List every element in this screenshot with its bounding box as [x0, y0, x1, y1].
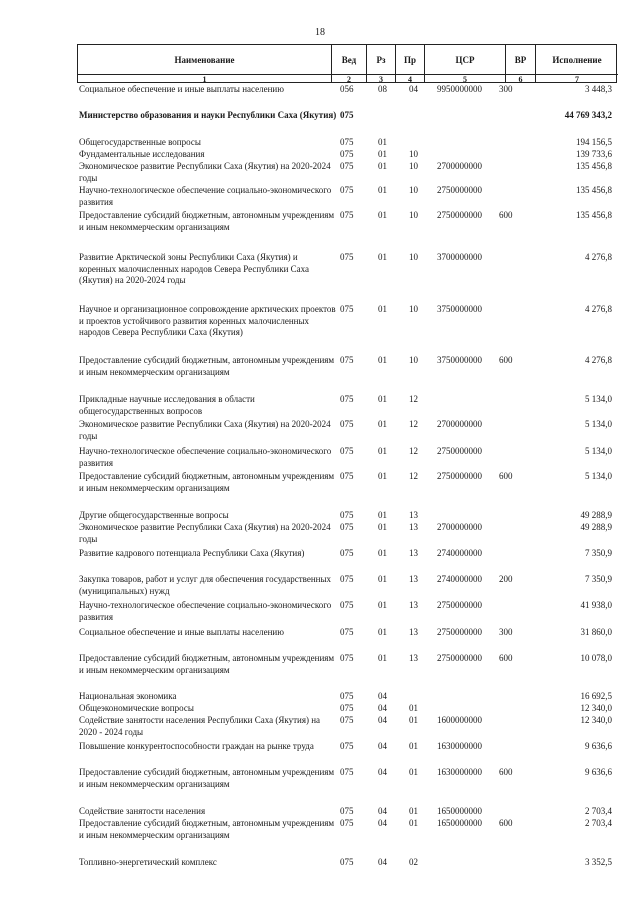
- cell-name: Фундаментальные исследования: [79, 149, 205, 159]
- header-number: 7: [536, 74, 618, 84]
- cell-name: Министерство образования и науки Республики Саха (Якутия): [79, 110, 337, 120]
- cell-pr: 10: [409, 355, 418, 365]
- cell-ved: 075: [340, 185, 354, 195]
- cell-csr: 2750000000: [437, 600, 482, 610]
- cell-pr: 02: [409, 857, 418, 867]
- cell-ved: 075: [340, 137, 354, 147]
- cell-val: 12 340,0: [580, 703, 612, 713]
- cell-pr: 01: [409, 818, 418, 828]
- cell-val: 12 340,0: [580, 715, 612, 725]
- cell-pr: 13: [409, 627, 418, 637]
- cell-ved: 075: [340, 600, 354, 610]
- cell-val: 5 134,0: [585, 394, 612, 404]
- cell-val: 4 276,8: [585, 304, 612, 314]
- cell-ved: 075: [340, 304, 354, 314]
- cell-ved: 075: [340, 161, 354, 171]
- header-number: 1: [78, 74, 331, 84]
- cell-val: 9 636,6: [585, 767, 612, 777]
- cell-pr: 12: [409, 446, 418, 456]
- cell-rz: 01: [378, 394, 387, 404]
- header-label: Исполнение: [552, 54, 602, 65]
- header-label: Пр: [403, 54, 416, 65]
- header-cell-name: [78, 45, 332, 82]
- cell-val: 41 938,0: [580, 600, 612, 610]
- cell-csr: 2750000000: [437, 471, 482, 481]
- header-label: Рз: [376, 54, 386, 65]
- cell-csr: 3750000000: [437, 355, 482, 365]
- cell-csr: 1600000000: [437, 715, 482, 725]
- cell-vr: 300: [499, 84, 513, 94]
- cell-csr: 2700000000: [437, 522, 482, 532]
- cell-pr: 01: [409, 806, 418, 816]
- cell-ved: 056: [340, 84, 354, 94]
- cell-pr: 01: [409, 715, 418, 725]
- cell-name: Национальная экономика: [79, 691, 177, 701]
- cell-val: 31 860,0: [580, 627, 612, 637]
- cell-pr: 12: [409, 419, 418, 429]
- cell-rz: 01: [378, 522, 387, 532]
- cell-name: Общеэкономические вопросы: [79, 703, 194, 713]
- cell-name: Топливно-энергетический комплекс: [79, 857, 217, 867]
- cell-val: 16 692,5: [580, 691, 612, 701]
- cell-name: Научно-технологическое обеспечение социально-экономического развития: [79, 446, 332, 468]
- cell-name: Предоставление субсидий бюджетным, автономным учреждениям и иным некоммерческим организациям: [79, 767, 335, 789]
- cell-csr: 3750000000: [437, 304, 482, 314]
- cell-name: Предоставление субсидий бюджетным, автономным учреждениям и иным некоммерческим организациям: [79, 210, 335, 232]
- header-label: ВР: [514, 54, 527, 65]
- header-cell-vr: [506, 45, 536, 82]
- cell-val: 5 134,0: [585, 471, 612, 481]
- cell-vr: 600: [499, 355, 513, 365]
- cell-val: 7 350,9: [585, 574, 612, 584]
- cell-name: Предоставление субсидий бюджетным, автономным учреждениям и иным некоммерческим организациям: [79, 471, 335, 493]
- cell-ved: 075: [340, 471, 354, 481]
- cell-rz: 01: [378, 419, 387, 429]
- header-label: ЦСР: [455, 54, 475, 65]
- cell-ved: 075: [340, 355, 354, 365]
- cell-ved: 075: [340, 548, 354, 558]
- cell-ved: 075: [340, 653, 354, 663]
- cell-name: Развитие кадрового потенциала Республики Саха (Якутия): [79, 548, 305, 558]
- cell-rz: 04: [378, 703, 387, 713]
- cell-vr: 200: [499, 574, 513, 584]
- cell-pr: 13: [409, 574, 418, 584]
- cell-csr: 2750000000: [437, 627, 482, 637]
- cell-ved: 075: [340, 149, 354, 159]
- cell-name: Экономическое развитие Республики Саха (Якутия) на 2020-2024 годы: [79, 161, 331, 183]
- cell-rz: 04: [378, 818, 387, 828]
- cell-csr: 2750000000: [437, 210, 482, 220]
- header-label: Наименование: [174, 54, 235, 65]
- cell-ved: 075: [340, 818, 354, 828]
- cell-pr: 10: [409, 252, 418, 262]
- cell-rz: 04: [378, 715, 387, 725]
- cell-rz: 01: [378, 574, 387, 584]
- cell-csr: 2740000000: [437, 574, 482, 584]
- cell-csr: 2750000000: [437, 653, 482, 663]
- cell-rz: 01: [378, 355, 387, 365]
- cell-name: Содействие занятости населения Республики Саха (Якутия) на 2020 - 2024 годы: [79, 715, 321, 737]
- cell-ved: 075: [340, 419, 354, 429]
- cell-name: Экономическое развитие Республики Саха (Якутия) на 2020-2024 годы: [79, 419, 331, 441]
- cell-rz: 04: [378, 767, 387, 777]
- cell-val: 3 448,3: [585, 84, 612, 94]
- cell-val: 4 276,8: [585, 355, 612, 365]
- cell-val: 3 352,5: [585, 857, 612, 867]
- cell-pr: 10: [409, 304, 418, 314]
- cell-ved: 075: [340, 574, 354, 584]
- cell-ved: 075: [340, 510, 354, 520]
- cell-ved: 075: [340, 703, 354, 713]
- cell-ved: 075: [340, 446, 354, 456]
- header-number: 5: [425, 74, 505, 84]
- cell-ved: 075: [340, 252, 354, 262]
- cell-rz: 01: [378, 548, 387, 558]
- cell-rz: 01: [378, 653, 387, 663]
- cell-ved: 075: [340, 715, 354, 725]
- cell-ved: 075: [340, 691, 354, 701]
- cell-rz: 01: [378, 471, 387, 481]
- cell-val: 135 456,8: [576, 161, 612, 171]
- cell-val: 10 078,0: [580, 653, 612, 663]
- cell-pr: 12: [409, 394, 418, 404]
- cell-pr: 13: [409, 548, 418, 558]
- cell-csr: 1630000000: [437, 767, 482, 777]
- cell-rz: 01: [378, 149, 387, 159]
- cell-val: 135 456,8: [576, 210, 612, 220]
- page-number: 18: [315, 27, 325, 38]
- cell-csr: 3700000000: [437, 252, 482, 262]
- cell-rz: 04: [378, 741, 387, 751]
- cell-ved: 075: [340, 806, 354, 816]
- cell-ved: 075: [340, 857, 354, 867]
- cell-val: 139 733,6: [576, 149, 612, 159]
- header-number: 6: [506, 74, 535, 84]
- cell-name: Общегосударственные вопросы: [79, 137, 201, 147]
- cell-rz: 01: [378, 210, 387, 220]
- cell-pr: 13: [409, 653, 418, 663]
- cell-name: Повышение конкурентоспособности граждан на рынке труда: [79, 741, 314, 751]
- cell-val: 4 276,8: [585, 252, 612, 262]
- cell-val: 2 703,4: [585, 818, 612, 828]
- cell-val: 44 769 343,2: [564, 110, 612, 120]
- cell-rz: 01: [378, 185, 387, 195]
- table-header: [77, 44, 617, 83]
- cell-pr: 12: [409, 471, 418, 481]
- cell-vr: 600: [499, 767, 513, 777]
- cell-csr: 2750000000: [437, 185, 482, 195]
- cell-ved: 075: [340, 741, 354, 751]
- cell-val: 135 456,8: [576, 185, 612, 195]
- cell-pr: 13: [409, 600, 418, 610]
- cell-csr: 2700000000: [437, 419, 482, 429]
- cell-rz: 01: [378, 627, 387, 637]
- cell-val: 5 134,0: [585, 446, 612, 456]
- cell-val: 2 703,4: [585, 806, 612, 816]
- cell-pr: 01: [409, 741, 418, 751]
- header-label: Вед: [341, 54, 357, 65]
- cell-pr: 01: [409, 703, 418, 713]
- header-number: 3: [367, 74, 395, 84]
- cell-name: Развитие Арктической зоны Республики Саха (Якутия) и коренных малочисленных народов Севера Республики Саха (Якутия) на 2020-2024 годы: [79, 252, 310, 285]
- cell-rz: 01: [378, 304, 387, 314]
- cell-csr: 1650000000: [437, 806, 482, 816]
- header-cell-ved: [332, 45, 367, 82]
- cell-rz: 04: [378, 806, 387, 816]
- cell-csr: 2750000000: [437, 446, 482, 456]
- cell-pr: 04: [409, 84, 418, 94]
- cell-name: Содействие занятости населения: [79, 806, 206, 816]
- cell-ved: 075: [340, 394, 354, 404]
- cell-csr: 2700000000: [437, 161, 482, 171]
- cell-name: Предоставление субсидий бюджетным, автономным учреждениям и иным некоммерческим организациям: [79, 653, 335, 675]
- cell-name: Научное и организационное сопровождение арктических проектов и проектов устойчивого развития коренных малочисленных народов Севера Республики Саха (Якутия): [79, 304, 336, 337]
- cell-val: 49 288,9: [580, 522, 612, 532]
- cell-rz: 01: [378, 137, 387, 147]
- header-cell-val: [536, 45, 618, 82]
- cell-vr: 600: [499, 818, 513, 828]
- header-cell-csr: [425, 45, 506, 82]
- cell-ved: 075: [340, 767, 354, 777]
- cell-rz: 01: [378, 161, 387, 171]
- cell-rz: 01: [378, 510, 387, 520]
- cell-ved: 075: [340, 110, 354, 120]
- cell-val: 7 350,9: [585, 548, 612, 558]
- header-number: 2: [332, 74, 366, 84]
- cell-csr: 2740000000: [437, 548, 482, 558]
- cell-rz: 01: [378, 446, 387, 456]
- cell-csr: 9950000000: [437, 84, 482, 94]
- cell-csr: 1630000000: [437, 741, 482, 751]
- header-number: 4: [396, 74, 424, 84]
- cell-ved: 075: [340, 522, 354, 532]
- cell-rz: 04: [378, 691, 387, 701]
- cell-pr: 10: [409, 161, 418, 171]
- cell-val: 5 134,0: [585, 419, 612, 429]
- cell-vr: 600: [499, 210, 513, 220]
- cell-pr: 13: [409, 522, 418, 532]
- cell-pr: 13: [409, 510, 418, 520]
- cell-rz: 04: [378, 857, 387, 867]
- cell-pr: 01: [409, 767, 418, 777]
- cell-rz: 08: [378, 84, 387, 94]
- cell-ved: 075: [340, 627, 354, 637]
- cell-name: Социальное обеспечение и иные выплаты населению: [79, 84, 284, 94]
- cell-name: Закупка товаров, работ и услуг для обеспечения государственных (муниципальных) нужд: [79, 574, 332, 596]
- cell-vr: 600: [499, 653, 513, 663]
- cell-vr: 600: [499, 471, 513, 481]
- cell-csr: 1650000000: [437, 818, 482, 828]
- header-cell-rz: [367, 45, 396, 82]
- cell-name: Предоставление субсидий бюджетным, автономным учреждениям и иным некоммерческим организациям: [79, 818, 335, 840]
- cell-val: 194 156,5: [576, 137, 612, 147]
- cell-name: Другие общегосударственные вопросы: [79, 510, 229, 520]
- cell-val: 9 636,6: [585, 741, 612, 751]
- cell-name: Прикладные научные исследования в области общегосударственных вопросов: [79, 394, 255, 416]
- cell-pr: 10: [409, 185, 418, 195]
- cell-name: Экономическое развитие Республики Саха (Якутия) на 2020-2024 годы: [79, 522, 331, 544]
- cell-name: Социальное обеспечение и иные выплаты населению: [79, 627, 284, 637]
- cell-pr: 10: [409, 149, 418, 159]
- cell-name: Научно-технологическое обеспечение социально-экономического развития: [79, 600, 332, 622]
- cell-name: Предоставление субсидий бюджетным, автономным учреждениям и иным некоммерческим организациям: [79, 355, 335, 377]
- cell-ved: 075: [340, 210, 354, 220]
- cell-val: 49 288,9: [580, 510, 612, 520]
- header-cell-pr: [396, 45, 425, 82]
- cell-vr: 300: [499, 627, 513, 637]
- cell-rz: 01: [378, 252, 387, 262]
- cell-pr: 10: [409, 210, 418, 220]
- cell-name: Научно-технологическое обеспечение социально-экономического развития: [79, 185, 332, 207]
- cell-rz: 01: [378, 600, 387, 610]
